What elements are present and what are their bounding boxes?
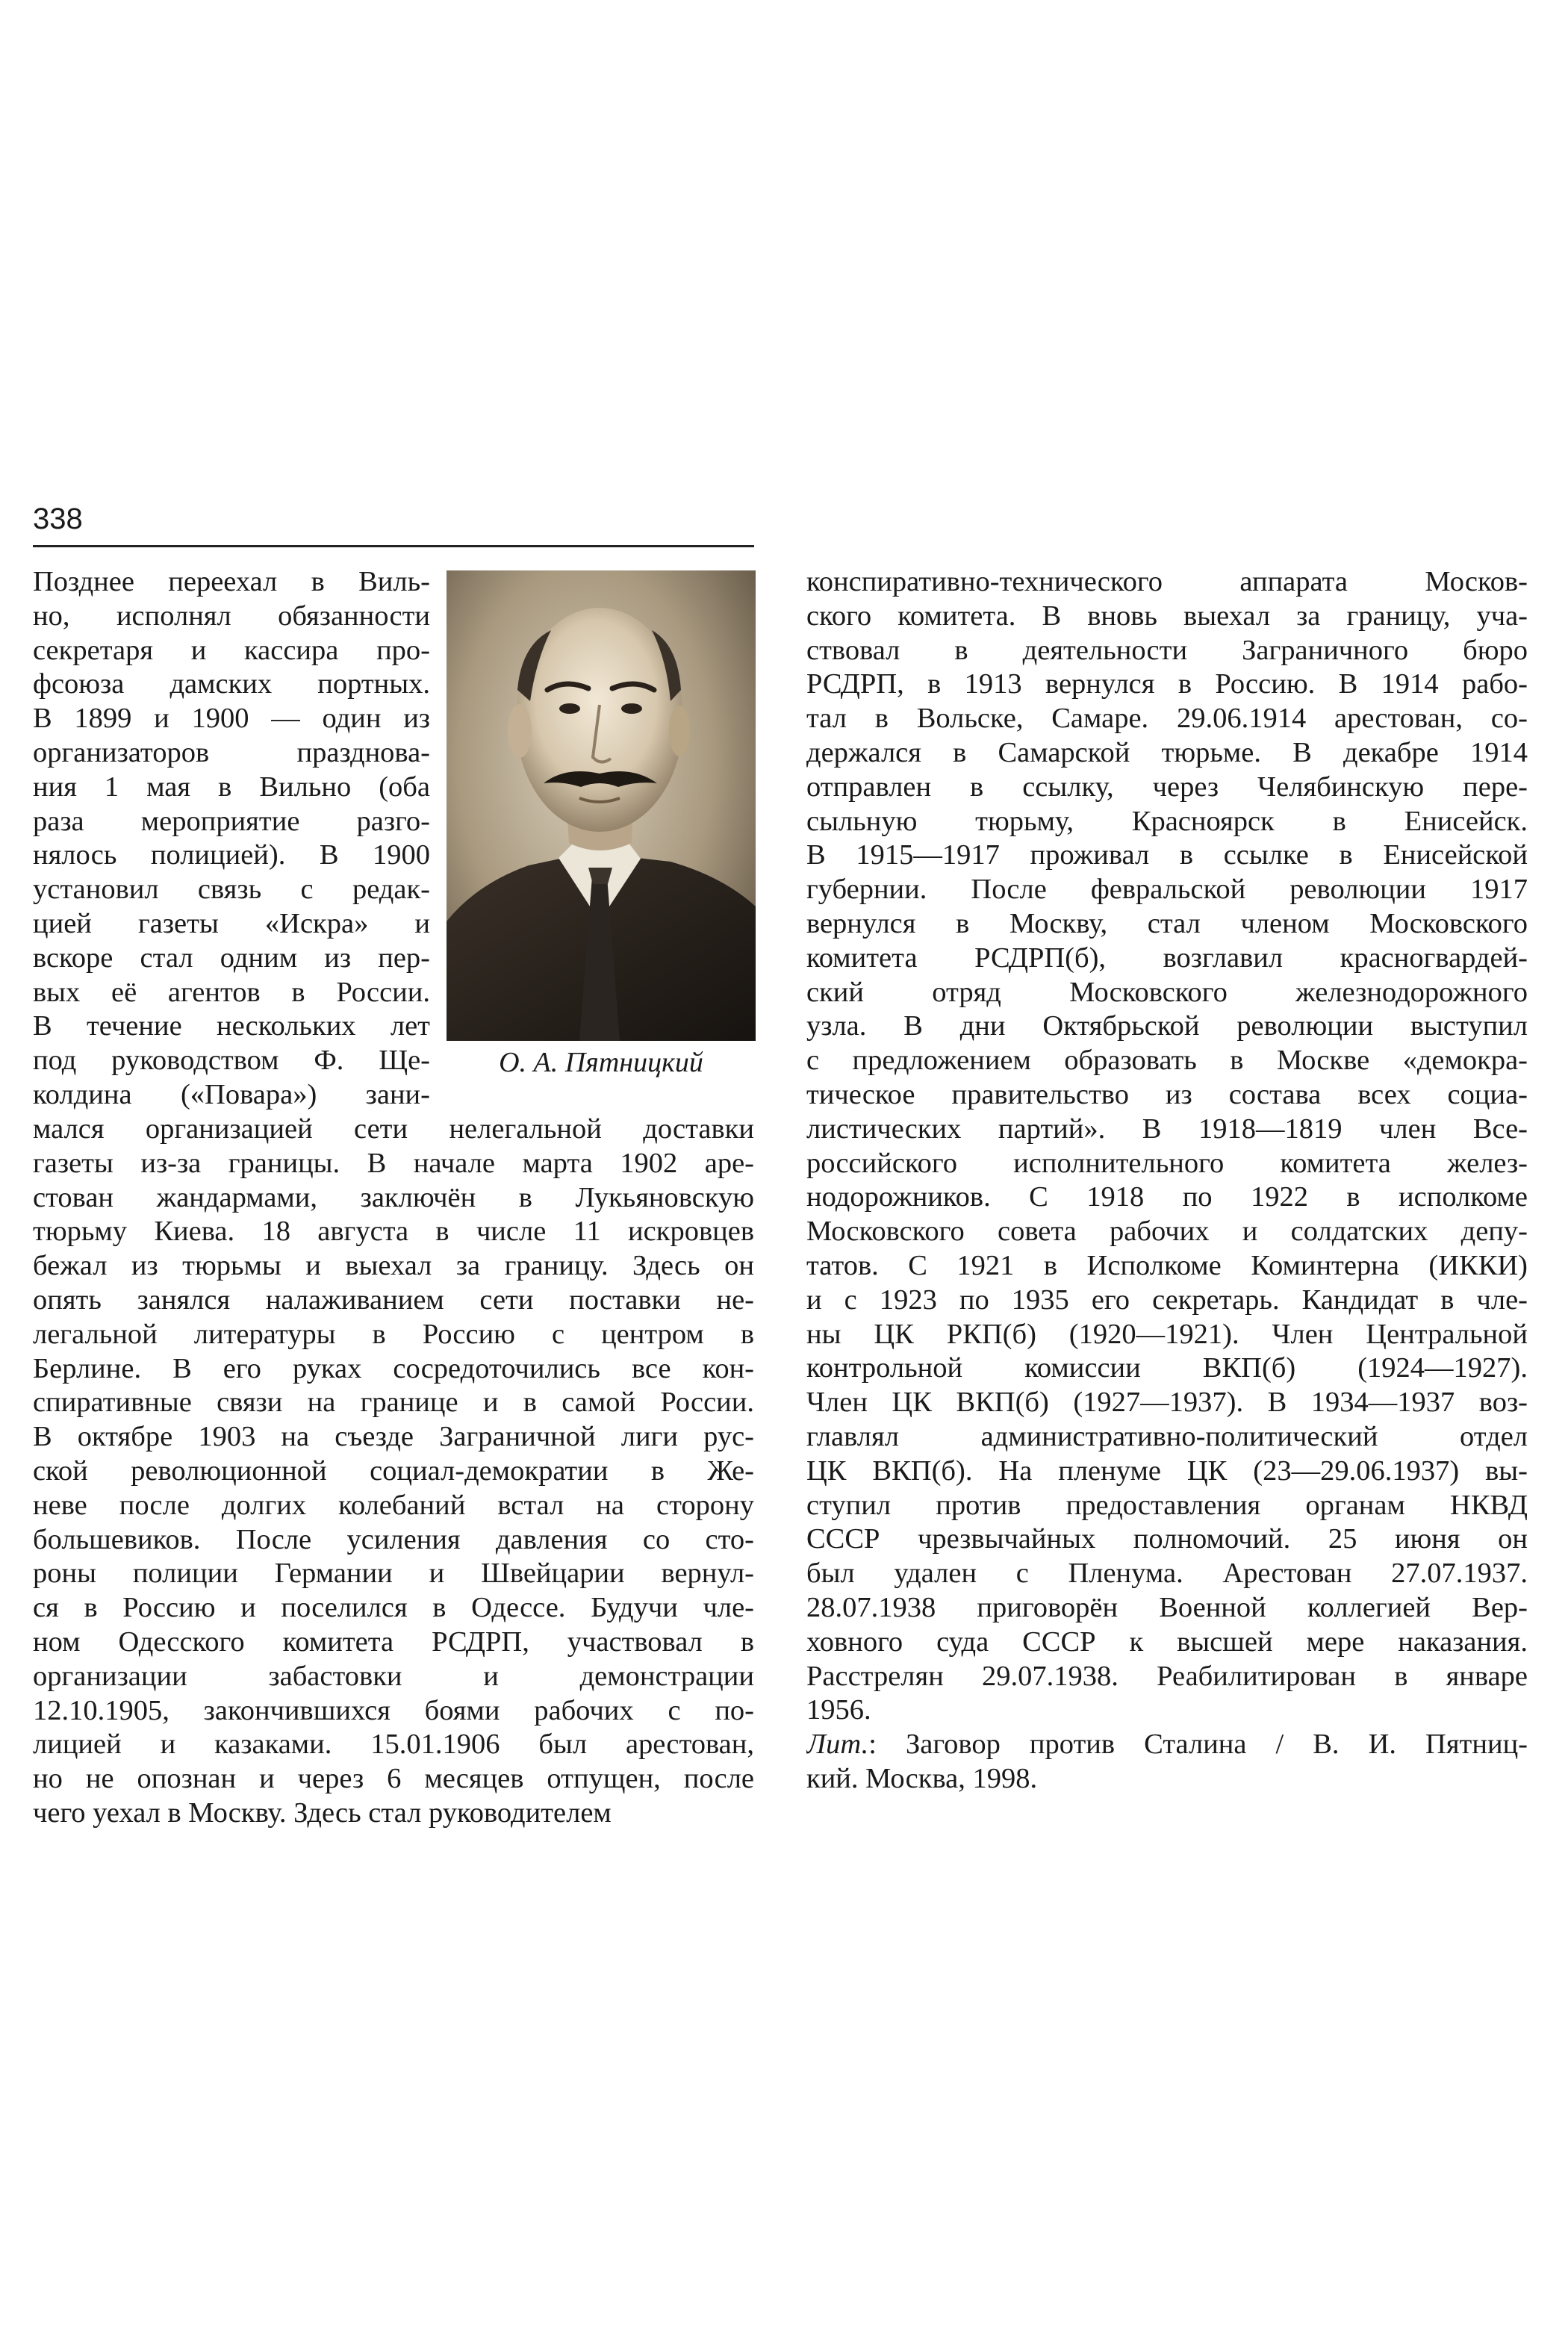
text-line: ской революционной социал-демократии в Же- <box>33 1455 754 1487</box>
text-line: 1956. <box>806 1694 871 1726</box>
text-line: установил связь с редак- <box>33 874 430 906</box>
text-line: В течение нескольких лет <box>33 1010 430 1042</box>
text-line: стован жандармами, заключён в Лукьяновскую <box>33 1181 754 1213</box>
text-column-left <box>33 1113 754 1831</box>
photo-caption: О. А. Пятницкий <box>499 1047 703 1078</box>
text-line: 28.07.1938 приговорён Военной коллегией Вер- <box>806 1591 1528 1623</box>
text-line: СССР чрезвычайных полномочий. 25 июня он <box>806 1523 1528 1555</box>
text-column-right <box>806 565 1528 1796</box>
text-line: отправлен в ссылку, через Челябинскую пере- <box>806 771 1528 803</box>
page-number: 338 <box>33 503 83 535</box>
portrait-photo <box>447 570 756 1041</box>
text-line: организации забастовки и демонстрации <box>33 1660 754 1692</box>
text-line: контрольной комиссии ВКП(б) (1924—1927). <box>806 1352 1528 1384</box>
text-line: конспиративно-технического аппарата Москов- <box>806 566 1528 597</box>
text-line: колдина («Повара») зани- <box>33 1078 430 1110</box>
literature-line: кий. Москва, 1998. <box>806 1762 1038 1794</box>
text-line: листических партий». В 1918—1819 член Все- <box>806 1113 1528 1145</box>
text-line: тюрьму Киева. 18 августа в числе 11 искровцев <box>33 1216 754 1248</box>
text-line: цией газеты «Искра» и <box>33 907 430 939</box>
text-line: ховного суда СССР к высшей мере наказания. <box>806 1625 1528 1658</box>
text-line: В 1899 и 1900 — один из <box>33 703 430 735</box>
text-line: спиративные связи на границе и в самой России. <box>33 1387 754 1419</box>
text-line: ны ЦК РКП(б) (1920—1921). Член Центральной <box>806 1318 1528 1350</box>
text-line: с предложением образовать в Москве «демокра- <box>806 1045 1528 1077</box>
text-line: ского комитета. В вновь выехал за границу, уча- <box>806 600 1528 632</box>
text-line: В 1915—1917 проживал в ссылке в Енисейской <box>806 839 1528 871</box>
text-line: сыльную тюрьму, Красноярск в Енисейск. <box>806 805 1528 837</box>
text-line: Позднее переехал в Виль- <box>33 566 430 597</box>
text-line: опять занялся налаживанием сети поставки не- <box>33 1284 754 1316</box>
text-line: но не опознан и через 6 месяцев отпущен, после <box>33 1763 754 1795</box>
text-line: нялось полицией). В 1900 <box>33 839 430 871</box>
text-line: комитета РСДРП(б), возглавил красногвардей- <box>806 942 1528 974</box>
text-line: вернулся в Москву, стал членом Московского <box>806 907 1528 939</box>
text-line: В октябре 1903 на съезде Заграничной лиги рус- <box>33 1421 754 1453</box>
text-line: мался организацией сети нелегальной доставки <box>33 1113 754 1145</box>
text-line: ном Одесского комитета РСДРП, участвовал в <box>33 1625 754 1658</box>
text-line: Берлине. В его руках сосредоточились все кон- <box>33 1352 754 1384</box>
text-line: но, исполнял обязанности <box>33 600 430 632</box>
text-line: узла. В дни Октябрьской революции выступил <box>806 1010 1528 1042</box>
text-line: 12.10.1905, закончившихся боями рабочих с по- <box>33 1694 754 1726</box>
text-line: держался в Самарской тюрьме. В декабре 1914 <box>806 736 1528 768</box>
text-line: ствовал в деятельности Заграничного бюро <box>806 634 1528 666</box>
header-rule <box>33 545 754 547</box>
text-line: бежал из тюрьмы и выехал за границу. Здесь он <box>33 1250 754 1282</box>
text-line: РСДРП, в 1913 вернулся в Россию. В 1914 рабо- <box>806 668 1528 700</box>
text-line: ступил против предоставления органам НКВД <box>806 1489 1528 1521</box>
text-line: чего уехал в Москву. Здесь стал руководителем <box>33 1796 612 1829</box>
text-line: вскоре стал одним из пер- <box>33 942 430 974</box>
text-column-narrow <box>33 565 430 1113</box>
text-line: и с 1923 по 1935 его секретарь. Кандидат в чле- <box>806 1284 1528 1316</box>
text-line: нодорожников. С 1918 по 1922 в исполкоме <box>806 1181 1528 1213</box>
text-line: лицией и казаками. 15.01.1906 был арестован, <box>33 1729 754 1761</box>
text-line: вых её агентов в России. <box>33 976 430 1008</box>
text-line: роны полиции Германии и Швейцарии вернул- <box>33 1558 754 1590</box>
text-line: ния 1 мая в Вильно (оба <box>33 771 430 803</box>
text-line: неве после долгих колебаний встал на сторону <box>33 1489 754 1521</box>
text-line: Член ЦК ВКП(б) (1927—1937). В 1934—1937 воз- <box>806 1387 1528 1419</box>
literature-text: : Заговор против Сталина / В. И. Пятниц- <box>868 1729 1528 1761</box>
text-line: ЦК ВКП(б). На пленуме ЦК (23—29.06.1937) вы- <box>806 1455 1528 1487</box>
text-line: секретаря и кассира про- <box>33 634 430 666</box>
text-line: губернии. После февральской революции 1917 <box>806 874 1528 906</box>
text-line: тал в Вольске, Самаре. 29.06.1914 арестован, со- <box>806 703 1528 735</box>
text-line: главлял административно-политический отдел <box>806 1420 1528 1452</box>
text-line: большевиков. После усиления давления со сто- <box>33 1523 754 1555</box>
text-line: газеты из-за границы. В начале марта 1902 аре- <box>33 1147 754 1179</box>
text-line: Московского совета рабочих и солдатских депу- <box>806 1216 1528 1248</box>
text-line: Расстрелян 29.07.1938. Реабилитирован в январе <box>806 1660 1528 1692</box>
text-line: был удален с Пленума. Арестован 27.07.1937. <box>806 1558 1528 1590</box>
text-line: легальной литературы в Россию с центром в <box>33 1318 754 1350</box>
text-line: под руководством Ф. Ще- <box>33 1045 430 1077</box>
literature-label: Лит. <box>806 1729 869 1761</box>
literature-line <box>806 1728 1528 1762</box>
text-line: организаторов празднова- <box>33 736 430 768</box>
text-line: фсоюза дамских портных. <box>33 668 430 700</box>
text-line: российского исполнительного комитета желез- <box>806 1147 1528 1179</box>
text-line: тическое правительство из состава всех социа- <box>806 1078 1528 1110</box>
text-line: раза мероприятие разго- <box>33 805 430 837</box>
text-line: ся в Россию и поселился в Одессе. Будучи чле- <box>33 1592 754 1624</box>
text-line: татов. С 1921 в Исполкоме Коминтерна (ИККИ) <box>806 1249 1528 1281</box>
text-line: ский отряд Московского железнодорожного <box>806 976 1528 1008</box>
